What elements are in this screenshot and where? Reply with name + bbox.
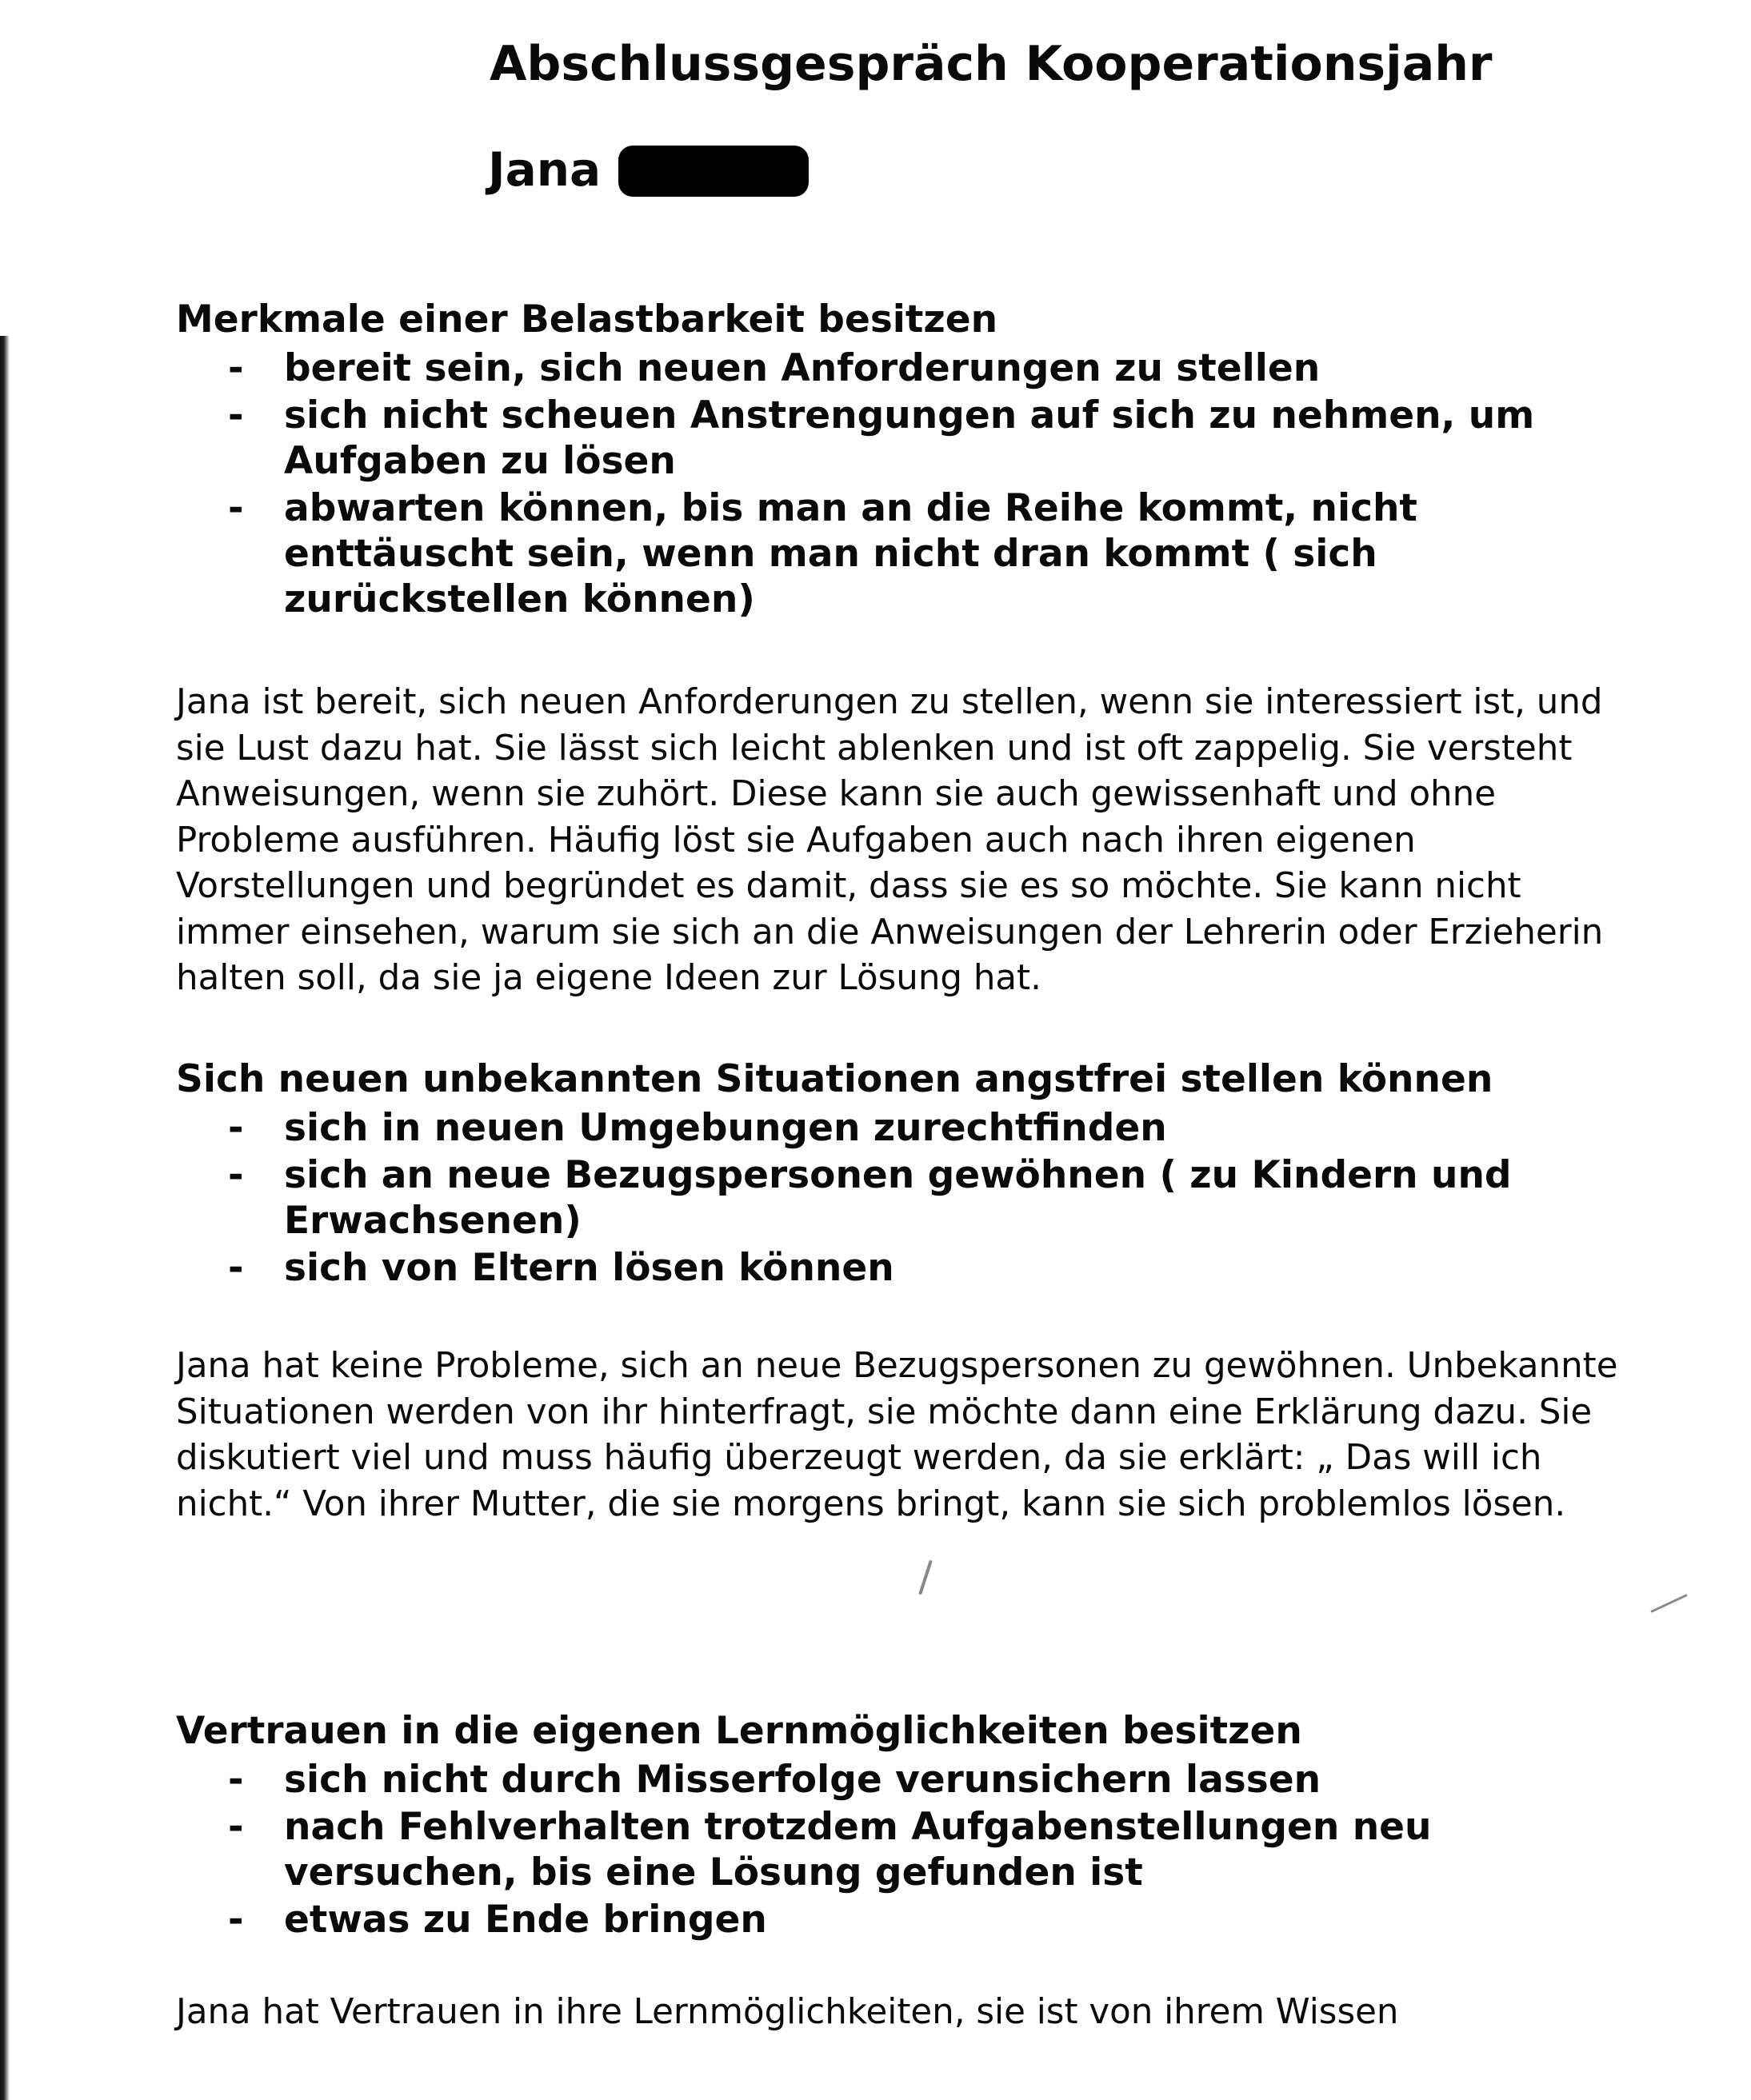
list-item: - etwas zu Ende bringen (228, 1898, 767, 1942)
section-heading: Sich neuen unbekannten Situationen angstfrei stellen können (176, 1057, 1493, 1101)
list-item: - sich in neuen Umgebungen zurechtfinden (228, 1106, 1167, 1150)
list-item: - sich an neue Bezugspersonen gewöhnen ( zu Kindern und Erwachsenen) (228, 1153, 1512, 1243)
scan-scratch-mark (1650, 1594, 1688, 1613)
assessment-situationen (176, 1343, 1640, 1527)
list-item: - sich nicht durch Misserfolge verunsichern lassen (228, 1758, 1321, 1802)
assessment-paragraph: Jana hat keine Probleme, sich an neue Bezugspersonen zu gewöhnen. Unbekannte Situationen werden von ihr hinterfragt, sie möchte dann eine Erklärung dazu. Sie diskutiert viel und muss häufig überzeugt werden, da sie erklärt: „ Das will ich nicht.“ Von ihrer Mutter, die sie morgens bringt, kann sie sich problemlos lösen. (176, 1346, 1618, 1524)
redacted-surname (618, 146, 809, 197)
criteria-list (176, 1105, 1640, 1291)
section-situationen (176, 1056, 1640, 1291)
assessment-lernmoeglichkeiten (176, 1990, 1640, 2036)
assessment-paragraph: Jana ist bereit, sich neuen Anforderungen zu stellen, wenn sie interessiert ist, und sie Lust dazu hat. Sie lässt sich leicht ablenken und ist oft zappelig. Sie versteht Anweisungen, wenn sie zuhört. Diese kann sie auch gewissenhaft und ohne Probleme ausführen. Häufig löst sie Aufgaben auch nach ihren eigenen Vorstellungen und begründet es damit, dass sie es so möchte. Sie kann nicht immer einsehen, warum sie sich an die Anweisungen der Lehrerin oder Erzieherin halten soll, da sie ja eigene Ideen zur Lösung hat. (176, 682, 1604, 998)
assessment-paragraph: Jana hat Vertrauen in ihre Lernmöglichkeiten, sie ist von ihrem Wissen (176, 1992, 1399, 2032)
section-belastbarkeit (176, 296, 1640, 622)
student-first-name: Jana (488, 142, 602, 197)
criteria-list (176, 1757, 1640, 1942)
criteria-list (176, 345, 1640, 622)
document-title: Abschlussgespräch Kooperationsjahr (490, 36, 1493, 92)
scan-edge-shadow (0, 336, 10, 2100)
list-item: - abwarten können, bis man an die Reihe kommt, nicht enttäuscht sein, wenn man nicht dran kommt ( sich zurückstellen können) (228, 486, 1417, 621)
list-item: - sich von Eltern lösen können (228, 1246, 894, 1290)
list-item: - nach Fehlverhalten trotzdem Aufgabenstellungen neu versuchen, bis eine Lösung gefunden ist (228, 1805, 1432, 1894)
section-lernmoeglichkeiten (176, 1707, 1640, 1942)
section-heading: Merkmale einer Belastbarkeit besitzen (176, 297, 998, 341)
list-item: - bereit sein, sich neuen Anforderungen zu stellen (228, 346, 1321, 390)
scan-scratch-mark (918, 1559, 933, 1595)
list-item: - sich nicht scheuen Anstrengungen auf sich zu nehmen, um Aufgaben zu lösen (228, 393, 1535, 483)
student-name-line (488, 142, 809, 197)
assessment-belastbarkeit (176, 680, 1640, 1002)
section-heading: Vertrauen in die eigenen Lernmöglichkeiten besitzen (176, 1709, 1302, 1753)
